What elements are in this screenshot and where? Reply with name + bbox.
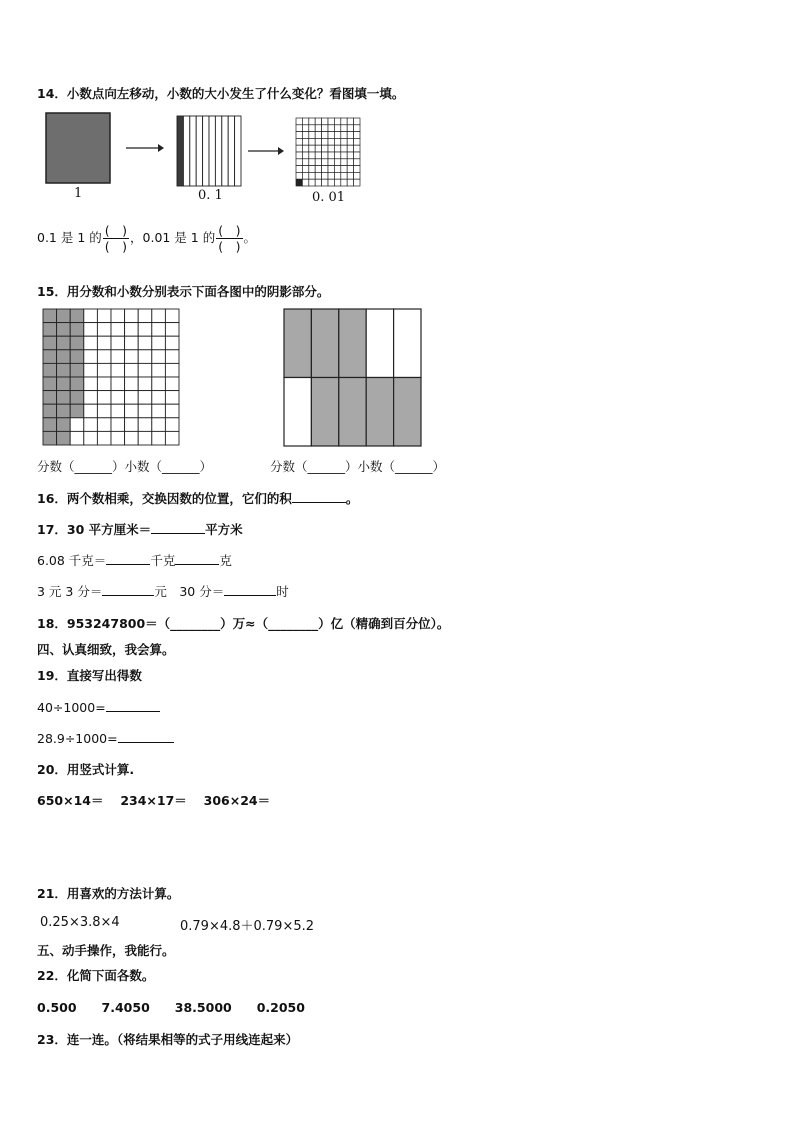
grid-cell bbox=[152, 431, 166, 445]
hundredth-cell bbox=[328, 159, 334, 166]
grid-cell bbox=[111, 418, 125, 432]
bar-cell bbox=[394, 309, 421, 378]
grid-cell bbox=[152, 336, 166, 350]
q17-text-h: 时 bbox=[276, 584, 289, 599]
grid-cell bbox=[152, 309, 166, 323]
q17-line1 bbox=[37, 520, 243, 538]
hundredth-cell bbox=[315, 118, 321, 125]
grid-cell bbox=[70, 336, 84, 350]
grid-cell bbox=[111, 377, 125, 391]
grid-cell bbox=[43, 363, 57, 377]
grid-cell bbox=[97, 404, 111, 418]
grid-cell bbox=[125, 336, 139, 350]
grid-cell bbox=[111, 404, 125, 418]
grid-cell bbox=[57, 350, 71, 364]
hundredth-cell bbox=[354, 138, 360, 145]
grid-cell bbox=[57, 336, 71, 350]
whole-square bbox=[46, 113, 110, 183]
grid-cell bbox=[70, 431, 84, 445]
grid-cell bbox=[165, 391, 179, 405]
grid-cell bbox=[152, 404, 166, 418]
hundredth-cell bbox=[322, 118, 328, 125]
hundredth-cell bbox=[354, 172, 360, 179]
hundredth-cell bbox=[354, 125, 360, 132]
hundredth-cell bbox=[315, 159, 321, 166]
fraction-blank-1[interactable]: $\frac{( )}{( )}$ bbox=[104, 223, 128, 254]
hundredth-cell bbox=[328, 152, 334, 159]
hundredth-cell bbox=[302, 166, 308, 173]
hundredth-cell bbox=[334, 152, 340, 159]
bar-cell bbox=[394, 378, 421, 447]
grid-cell bbox=[165, 350, 179, 364]
hundredth-cell bbox=[341, 179, 347, 186]
grid-cell bbox=[97, 336, 111, 350]
hundredth-cell bbox=[341, 132, 347, 139]
grid-cell bbox=[43, 350, 57, 364]
bar-cell bbox=[366, 309, 393, 378]
grid-cell bbox=[57, 404, 71, 418]
grid-cell bbox=[111, 363, 125, 377]
hundredth-cell bbox=[302, 132, 308, 139]
grid-cell bbox=[84, 391, 98, 405]
grid-cell bbox=[138, 350, 152, 364]
hundredth-cell bbox=[334, 118, 340, 125]
hundredth-cell bbox=[347, 125, 353, 132]
grid-cell bbox=[125, 309, 139, 323]
grid-cell bbox=[165, 377, 179, 391]
hundredth-cell bbox=[328, 179, 334, 186]
hundredth-cell bbox=[309, 118, 315, 125]
hundredth-cell bbox=[296, 138, 302, 145]
hundredth-cell bbox=[347, 159, 353, 166]
hundredth-cell bbox=[322, 145, 328, 152]
hundredth-cell bbox=[334, 132, 340, 139]
hundredths-square bbox=[296, 118, 360, 186]
hundredth-cell bbox=[296, 152, 302, 159]
grid-cell bbox=[152, 350, 166, 364]
grid-cell bbox=[57, 431, 71, 445]
hundredth-cell bbox=[341, 166, 347, 173]
hundredth-cell bbox=[328, 172, 334, 179]
grid-cell bbox=[165, 418, 179, 432]
q16-blank[interactable] bbox=[292, 489, 346, 503]
grid-cell bbox=[97, 309, 111, 323]
q14-title: 14．小数点向左移动，小数的大小发生了什么变化？看图填一填。 bbox=[37, 86, 405, 101]
grid-cell bbox=[43, 323, 57, 337]
hundredth-cell bbox=[354, 132, 360, 139]
grid-cell bbox=[43, 309, 57, 323]
hundredth-cell bbox=[334, 172, 340, 179]
grid-cell bbox=[165, 404, 179, 418]
hundredth-cell bbox=[347, 152, 353, 159]
hundredth-cell bbox=[354, 145, 360, 152]
hundredth-cell bbox=[302, 172, 308, 179]
grid-cell bbox=[84, 377, 98, 391]
grid-cell bbox=[125, 404, 139, 418]
hundredth-cell bbox=[296, 132, 302, 139]
tenth-strip bbox=[235, 116, 241, 186]
grid-cell bbox=[43, 431, 57, 445]
hundredth-cell bbox=[296, 159, 302, 166]
hundredth-cell bbox=[315, 138, 321, 145]
hundredth-cell bbox=[302, 179, 308, 186]
hundredth-cell bbox=[328, 125, 334, 132]
q17-text-a: 17．30 平方厘米＝ bbox=[37, 522, 152, 537]
tenth-strip bbox=[190, 116, 196, 186]
grid-cell bbox=[70, 377, 84, 391]
hundredth-cell bbox=[296, 166, 302, 173]
grid-cell bbox=[97, 377, 111, 391]
hundredth-cell bbox=[354, 152, 360, 159]
hundredth-cell bbox=[347, 118, 353, 125]
q17-text-f: 3 元 3 分＝ bbox=[37, 584, 103, 599]
grid-cell bbox=[57, 363, 71, 377]
grid-cell bbox=[111, 323, 125, 337]
grid-cell bbox=[70, 350, 84, 364]
q20-items: 650×14＝ 234×17＝ 306×24＝ bbox=[37, 793, 271, 808]
grid-cell bbox=[57, 377, 71, 391]
grid-cell bbox=[111, 350, 125, 364]
tenth-strip bbox=[196, 116, 202, 186]
grid-cell bbox=[125, 323, 139, 337]
grid-cell bbox=[152, 391, 166, 405]
q14-text-a: 0.1 是 1 的 bbox=[37, 230, 102, 245]
grid-cell bbox=[97, 350, 111, 364]
grid-cell bbox=[43, 404, 57, 418]
q17-blank-4[interactable] bbox=[102, 582, 154, 596]
hundredth-cell bbox=[347, 138, 353, 145]
hundredth-cell bbox=[309, 132, 315, 139]
q17-text-e: 克 bbox=[219, 553, 232, 568]
grid-cell bbox=[165, 309, 179, 323]
hundredth-cell bbox=[296, 145, 302, 152]
q16-end: 。 bbox=[345, 491, 359, 506]
grid-cell bbox=[43, 418, 57, 432]
bar-cell bbox=[311, 378, 338, 447]
grid-cell bbox=[165, 336, 179, 350]
hundredth-cell bbox=[322, 172, 328, 179]
q17-text-c: 6.08 千克＝ bbox=[37, 553, 107, 568]
q21-expr1: 0.25×3.8×4 bbox=[40, 915, 120, 930]
q19-item1: 40÷1000= bbox=[37, 698, 160, 715]
grid-cell bbox=[84, 418, 98, 432]
grid-cell bbox=[138, 391, 152, 405]
q14-answer-line bbox=[37, 223, 256, 254]
grid-cell bbox=[125, 363, 139, 377]
q17-line3 bbox=[37, 582, 289, 600]
tenths-square bbox=[177, 116, 241, 186]
bar-cell bbox=[284, 309, 311, 378]
hundredth-cell bbox=[296, 172, 302, 179]
grid-cell bbox=[125, 391, 139, 405]
hundredth-cell bbox=[302, 118, 308, 125]
hundredth-cell bbox=[315, 125, 321, 132]
hundredth-cell bbox=[334, 125, 340, 132]
q17-blank-5[interactable] bbox=[224, 582, 276, 596]
q17-text-g: 元 30 分＝ bbox=[154, 584, 225, 599]
q22-items: 0.500 7.4050 38.5000 0.2050 bbox=[37, 1000, 305, 1015]
hundredth-cell bbox=[347, 166, 353, 173]
hundredth-cell bbox=[309, 159, 315, 166]
q17-text-b: 平方米 bbox=[205, 522, 243, 537]
tenth-strip bbox=[177, 116, 183, 186]
grid-cell bbox=[57, 323, 71, 337]
hundredth-cell bbox=[341, 152, 347, 159]
grid-cell bbox=[125, 377, 139, 391]
q18-text: 18．953247800＝（________）万≈（________）亿（精确到百分位）。 bbox=[37, 616, 450, 631]
hundredth-cell bbox=[354, 159, 360, 166]
q15-answer-left[interactable]: 分数（______）小数（______） bbox=[37, 459, 213, 474]
hundredth-cell bbox=[341, 159, 347, 166]
grid-cell bbox=[57, 418, 71, 432]
q17-line2 bbox=[37, 551, 232, 569]
grid-cell bbox=[70, 309, 84, 323]
grid-cell bbox=[84, 309, 98, 323]
grid-cell bbox=[138, 418, 152, 432]
q19-title: 19．直接写出得数 bbox=[37, 668, 142, 683]
grid-cell bbox=[84, 363, 98, 377]
grid-cell bbox=[165, 323, 179, 337]
hundredth-cell bbox=[341, 125, 347, 132]
grid-cell bbox=[152, 418, 166, 432]
grid-cell bbox=[152, 377, 166, 391]
hundredth-cell bbox=[315, 166, 321, 173]
hundredth-cell bbox=[328, 118, 334, 125]
hundredth-cell bbox=[334, 145, 340, 152]
q20-title: 20．用竖式计算. bbox=[37, 762, 135, 777]
hundredth-cell bbox=[296, 179, 302, 186]
grid-cell bbox=[43, 391, 57, 405]
q17-blank-2[interactable] bbox=[106, 551, 150, 565]
hundredth-cell bbox=[334, 138, 340, 145]
fraction-blank-2[interactable]: $\frac{( )}{( )}$ bbox=[218, 223, 241, 254]
hundredth-cell bbox=[334, 166, 340, 173]
grid-cell bbox=[97, 323, 111, 337]
tenth-strip bbox=[228, 116, 234, 186]
hundredth-cell bbox=[341, 172, 347, 179]
hundredth-cell bbox=[315, 152, 321, 159]
hundredth-cell bbox=[309, 166, 315, 173]
grid-cell bbox=[70, 363, 84, 377]
hundredth-cell bbox=[315, 145, 321, 152]
tenth-strip bbox=[183, 116, 189, 186]
hundredth-cell bbox=[341, 145, 347, 152]
q17-blank-3[interactable] bbox=[175, 551, 219, 565]
hundredth-cell bbox=[315, 179, 321, 186]
grid-cell bbox=[138, 336, 152, 350]
grid-cell bbox=[138, 404, 152, 418]
label-hundredth: 0. 01 bbox=[312, 190, 346, 205]
section4-title: 四、认真细致，我会算。 bbox=[37, 642, 175, 657]
hundredth-cell bbox=[322, 166, 328, 173]
tenth-strip bbox=[222, 116, 228, 186]
grid-cell bbox=[138, 363, 152, 377]
grid-cell bbox=[138, 323, 152, 337]
tenth-strip bbox=[203, 116, 209, 186]
grid-cell bbox=[111, 309, 125, 323]
hundredth-cell bbox=[322, 138, 328, 145]
hundred-grid bbox=[40, 306, 185, 449]
grid-cell bbox=[84, 350, 98, 364]
grid-cell bbox=[70, 391, 84, 405]
grid-cell bbox=[111, 336, 125, 350]
hundredth-cell bbox=[328, 166, 334, 173]
hundredth-cell bbox=[322, 179, 328, 186]
grid-cell bbox=[57, 391, 71, 405]
bar-cell bbox=[339, 378, 366, 447]
hundredth-cell bbox=[309, 145, 315, 152]
grid-cell bbox=[43, 377, 57, 391]
grid-cell bbox=[165, 363, 179, 377]
grid-cell bbox=[57, 309, 71, 323]
hundredth-cell bbox=[302, 138, 308, 145]
bar-cell bbox=[339, 309, 366, 378]
grid-cell bbox=[138, 309, 152, 323]
grid-cell bbox=[152, 363, 166, 377]
grid-cell bbox=[97, 363, 111, 377]
q21-title: 21．用喜欢的方法计算。 bbox=[37, 886, 180, 901]
hundredth-cell bbox=[328, 145, 334, 152]
hundredth-cell bbox=[296, 118, 302, 125]
grid-cell bbox=[97, 431, 111, 445]
q14-text-b: ，0.01 是 1 的 bbox=[130, 230, 216, 245]
q19-item2: 28.9÷1000= bbox=[37, 729, 174, 746]
hundredth-cell bbox=[354, 179, 360, 186]
hundredth-cell bbox=[322, 132, 328, 139]
bar-cell bbox=[284, 378, 311, 447]
hundredth-cell bbox=[341, 118, 347, 125]
bar-cell bbox=[311, 309, 338, 378]
grid-cell bbox=[84, 431, 98, 445]
grid-cell bbox=[84, 404, 98, 418]
grid-cell bbox=[165, 431, 179, 445]
q23-title: 23．连一连。（将结果相等的式子用线连起来） bbox=[37, 1032, 299, 1047]
hundredth-cell bbox=[302, 152, 308, 159]
bar-figure bbox=[282, 306, 424, 449]
hundredth-cell bbox=[347, 172, 353, 179]
q19-blank-1[interactable] bbox=[106, 698, 160, 712]
grid-cell bbox=[125, 431, 139, 445]
hundredth-cell bbox=[334, 179, 340, 186]
hundredth-cell bbox=[315, 172, 321, 179]
grid-cell bbox=[70, 404, 84, 418]
hundredth-cell bbox=[309, 179, 315, 186]
grid-cell bbox=[70, 323, 84, 337]
q21-expr2: 0.79×4.8＋0.79×5.2 bbox=[180, 919, 315, 934]
grid-cell bbox=[125, 418, 139, 432]
hundredth-cell bbox=[296, 125, 302, 132]
grid-cell bbox=[84, 336, 98, 350]
q14-text-end: 。 bbox=[243, 230, 257, 245]
bar-cell bbox=[366, 378, 393, 447]
grid-cell bbox=[125, 350, 139, 364]
q16-text: 16．两个数相乘，交换因数的位置，它们的积 bbox=[37, 491, 292, 506]
hundredth-cell bbox=[302, 125, 308, 132]
grid-cell bbox=[138, 431, 152, 445]
q15-title: 15．用分数和小数分别表示下面各图中的阴影部分。 bbox=[37, 284, 330, 299]
tenth-strip bbox=[215, 116, 221, 186]
label-one: 1 bbox=[74, 186, 83, 201]
grid-cell bbox=[84, 323, 98, 337]
hundredth-cell bbox=[309, 138, 315, 145]
label-tenth: 0. 1 bbox=[198, 188, 223, 203]
hundredth-cell bbox=[334, 159, 340, 166]
q19-blank-2[interactable] bbox=[118, 729, 174, 743]
hundredth-cell bbox=[347, 179, 353, 186]
hundredth-cell bbox=[354, 118, 360, 125]
grid-cell bbox=[70, 418, 84, 432]
grid-cell bbox=[97, 418, 111, 432]
q17-blank-1[interactable] bbox=[151, 520, 205, 534]
hundredth-cell bbox=[309, 152, 315, 159]
q16-line bbox=[37, 489, 358, 507]
grid-cell bbox=[43, 336, 57, 350]
hundredth-cell bbox=[341, 138, 347, 145]
hundredth-cell bbox=[347, 132, 353, 139]
hundredth-cell bbox=[322, 152, 328, 159]
hundredth-cell bbox=[315, 132, 321, 139]
grid-cell bbox=[97, 391, 111, 405]
hundredth-cell bbox=[302, 145, 308, 152]
hundredth-cell bbox=[322, 159, 328, 166]
hundredth-cell bbox=[328, 132, 334, 139]
hundredth-cell bbox=[309, 125, 315, 132]
hundredth-cell bbox=[347, 145, 353, 152]
hundredth-cell bbox=[354, 166, 360, 173]
hundredth-cell bbox=[302, 159, 308, 166]
tenth-strip bbox=[209, 116, 215, 186]
q22-title: 22．化简下面各数。 bbox=[37, 968, 155, 983]
grid-cell bbox=[111, 431, 125, 445]
grid-cell bbox=[152, 323, 166, 337]
q15-answer-right[interactable]: 分数（______）小数（______） bbox=[270, 459, 446, 474]
section5-title: 五、动手操作，我能行。 bbox=[37, 943, 175, 958]
hundredth-cell bbox=[322, 125, 328, 132]
grid-cell bbox=[111, 391, 125, 405]
hundredth-cell bbox=[309, 172, 315, 179]
hundredth-cell bbox=[328, 138, 334, 145]
q17-text-d: 千克 bbox=[150, 553, 176, 568]
grid-cell bbox=[138, 377, 152, 391]
